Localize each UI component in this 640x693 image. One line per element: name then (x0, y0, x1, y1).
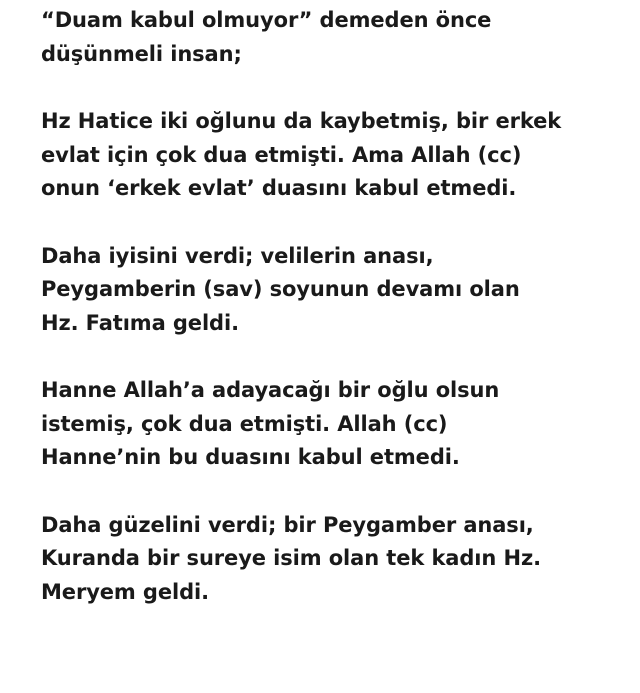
text-line: istemiş, çok dua etmişti. Allah (cc) (41, 411, 448, 436)
paragraph-hz-hatice (41, 105, 620, 206)
text-line: Hz. Fatıma geldi. (41, 310, 239, 335)
text-line: Peygamberin (sav) soyunun devamı olan (41, 277, 520, 301)
paragraph-hz-meryem (41, 509, 620, 610)
text-line: Daha güzelini verdi; bir Peygamber anası, (41, 512, 534, 537)
text-line: onun ‘erkek evlat’ duasını kabul etmedi. (41, 176, 517, 200)
paragraph-hz-fatima (41, 240, 620, 341)
text-line: Kuranda bir sureye isim olan tek kadın Hz. (41, 546, 541, 570)
text-line: Hz Hatice iki oğlunu da kaybetmiş, bir erkek (41, 109, 562, 133)
paragraph-hanne (41, 374, 620, 475)
text-line: Hanne Allah’a adayacağı bir oğlu olsun (41, 378, 500, 402)
text-line: düşünmeli insan; (41, 41, 242, 66)
text-line: evlat için çok dua etmişti. Ama Allah (cc) (41, 142, 522, 167)
text-line: Daha iyisini verdi; velilerin anası, (41, 243, 434, 268)
text-line: “Duam kabul olmuyor” demeden önce (41, 8, 492, 32)
paragraph-intro (41, 4, 620, 71)
text-line: Meryem geldi. (41, 579, 210, 604)
text-line: Hanne’nin bu duasını kabul etmedi. (41, 445, 460, 469)
